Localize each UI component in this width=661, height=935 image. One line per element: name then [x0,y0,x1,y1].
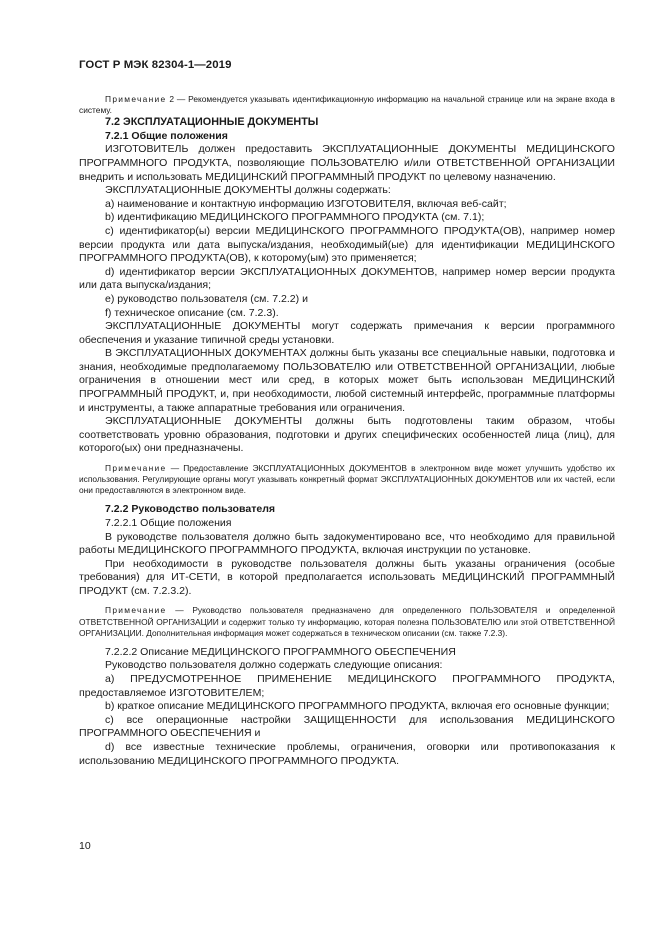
list-item: c) все операционные настройки ЗАЩИЩЕННОСТИ для использования МЕДИЦИНСКОГО ПРОГРАММНОГО ОБЕСПЕЧЕНИЯ и [79,713,615,740]
paragraph: В руководстве пользователя должно быть задокументировано все, что необходимо для правильной работы МЕДИЦИНСКОГО ПРОГРАММНОГО ПРОДУКТА, включая инструкции по установке. [79,530,615,557]
list-item: b) идентификацию МЕДИЦИНСКОГО ПРОГРАММНОГО ПРОДУКТА (см. 7.1); [105,211,485,224]
paragraph: ЭКСПЛУАТАЦИОННЫЕ ДОКУМЕНТЫ должны быть подготовлены таким образом, чтобы соответствовать уровню образования, подготовки и других специфических особенностей лица (лиц), для которого(ых) они предназначены. [79,415,615,455]
paragraph: При необходимости в руководстве пользователя должны быть указаны ограничения (особые требования) для ИТ-СЕТИ, в которой предполагается использовать МЕДИЦИНСКИЙ ПРОГРАММНЫЙ ПРОДУКТ (см. 7.2.3.2). [79,557,615,597]
subsection-heading: 7.2.2.1 Общие положения [105,516,232,529]
list-item: d) идентификатор версии ЭКСПЛУАТАЦИОННЫХ ДОКУМЕНТОВ, например номер версии продукта или дата выпуска/издания; [79,265,615,292]
paragraph: ИЗГОТОВИТЕЛЬ должен предоставить ЭКСПЛУАТАЦИОННЫЕ ДОКУМЕНТЫ МЕДИЦИНСКОГО ПРОГРАММНОГО ПРОДУКТА, позволяющие ПОЛЬЗОВАТЕЛЮ и/или ОТВЕТСТВЕННОЙ ОРГАНИЗАЦИИ внедрить и использовать МЕДИЦИНСКИЙ ПРОГРАММНЫЙ ПРОДУКТ по целевому назначению. [79,143,615,183]
list-item: f) техническое описание (см. 7.2.3). [105,306,279,319]
note-text: — Предоставление ЭКСПЛУАТАЦИОННЫХ ДОКУМЕНТОВ в электронном виде может улучшить удобство их использования. Регулирующие органы могут указывать конкретный формат ЭКСПЛУАТАЦИОННЫХ ДОКУМЕНТОВ или их частей, если они предоставляются в электронном виде. [79,463,615,496]
page-content [79,90,615,768]
note [79,463,615,496]
note-text: 2 — Рекомендуется указывать идентификационную информацию на начальной странице или на экране входа в систему. [79,94,615,116]
subsection-heading: 7.2.2.2 Описание МЕДИЦИНСКОГО ПРОГРАММНОГО ОБЕСПЕЧЕНИЯ [105,645,456,658]
note-2 [79,94,615,116]
note-label: Примечание [105,463,167,474]
section-7-2-heading: 7.2 ЭКСПЛУАТАЦИОННЫЕ ДОКУМЕНТЫ [105,116,319,129]
page-number: 10 [79,840,91,852]
list-item: c) идентификатор(ы) версии МЕДИЦИНСКОГО ПРОГРАММНОГО ПРОДУКТА(ОВ), например номер версии продукта или дата выпуска/издания, необходимый(ые) для идентификации МЕДИЦИНСКОГО ПРОГРАММНОГО ПРОДУКТА(ОВ), к которому(ым) это применяется; [79,224,615,265]
paragraph: Руководство пользователя должно содержать следующие описания: [105,659,443,672]
note [79,605,615,638]
paragraph: В ЭКСПЛУАТАЦИОННЫХ ДОКУМЕНТАХ должны быть указаны все специальные навыки, подготовка и знания, необходимые предполагаемому ПОЛЬЗОВАТЕЛЮ или ОТВЕТСТВЕННОЙ ОРГАНИЗАЦИИ, любые ограничения в отношении мест или сред, в которых может быть использован МЕДИЦИНСКИЙ ПРОГРАММНЫЙ ПРОДУКТ, и, при необходимости, любой системный интерфейс, программные платформы и инструменты, а также аппаратные требования или ограничения. [79,347,615,414]
note-label: Примечание [105,94,167,104]
note-text: — Руководство пользователя предназначено для определенного ПОЛЬЗОВАТЕЛЯ и определенной ОТВЕТСТВЕННОЙ ОРГАНИЗАЦИИ и содержит только ту информацию, которая полезна ПОЛЬЗОВАТЕЛЮ или этой ОТВЕТСТВЕННОЙ ОРГАНИЗАЦИИ. Дополнительная информация может содержаться в техническом описании (см. также 7.2.3). [79,605,615,638]
list-item: d) все известные технические проблемы, ограничения, оговорки или противопоказания к использованию МЕДИЦИНСКОГО ПРОГРАММНОГО ПРОДУКТА. [79,740,615,767]
list-item: a) наименование и контактную информацию ИЗГОТОВИТЕЛЯ, включая веб-сайт; [105,197,507,210]
section-7-2-2-heading: 7.2.2 Руководство пользователя [105,503,276,516]
paragraph: ЭКСПЛУАТАЦИОННЫЕ ДОКУМЕНТЫ могут содержать примечания к версии программного обеспечения и указание типичной среды установки. [79,320,615,346]
paragraph: ЭКСПЛУАТАЦИОННЫЕ ДОКУМЕНТЫ должны содержать: [105,184,391,197]
note-label: Примечание [105,605,167,616]
section-7-2-1-heading: 7.2.1 Общие положения [105,129,228,142]
list-item: b) краткое описание МЕДИЦИНСКОГО ПРОГРАММНОГО ПРОДУКТА, включая его основные функции; [105,700,610,713]
document-header: ГОСТ Р МЭК 82304-1—2019 [79,59,232,71]
list-item: e) руководство пользователя (см. 7.2.2) и [105,292,308,305]
list-item: a) ПРЕДУСМОТРЕННОЕ ПРИМЕНЕНИЕ МЕДИЦИНСКОГО ПРОГРАММНОГО ПРОДУКТА, предоставляемое ИЗГОТОВИТЕЛЕМ; [79,672,615,699]
